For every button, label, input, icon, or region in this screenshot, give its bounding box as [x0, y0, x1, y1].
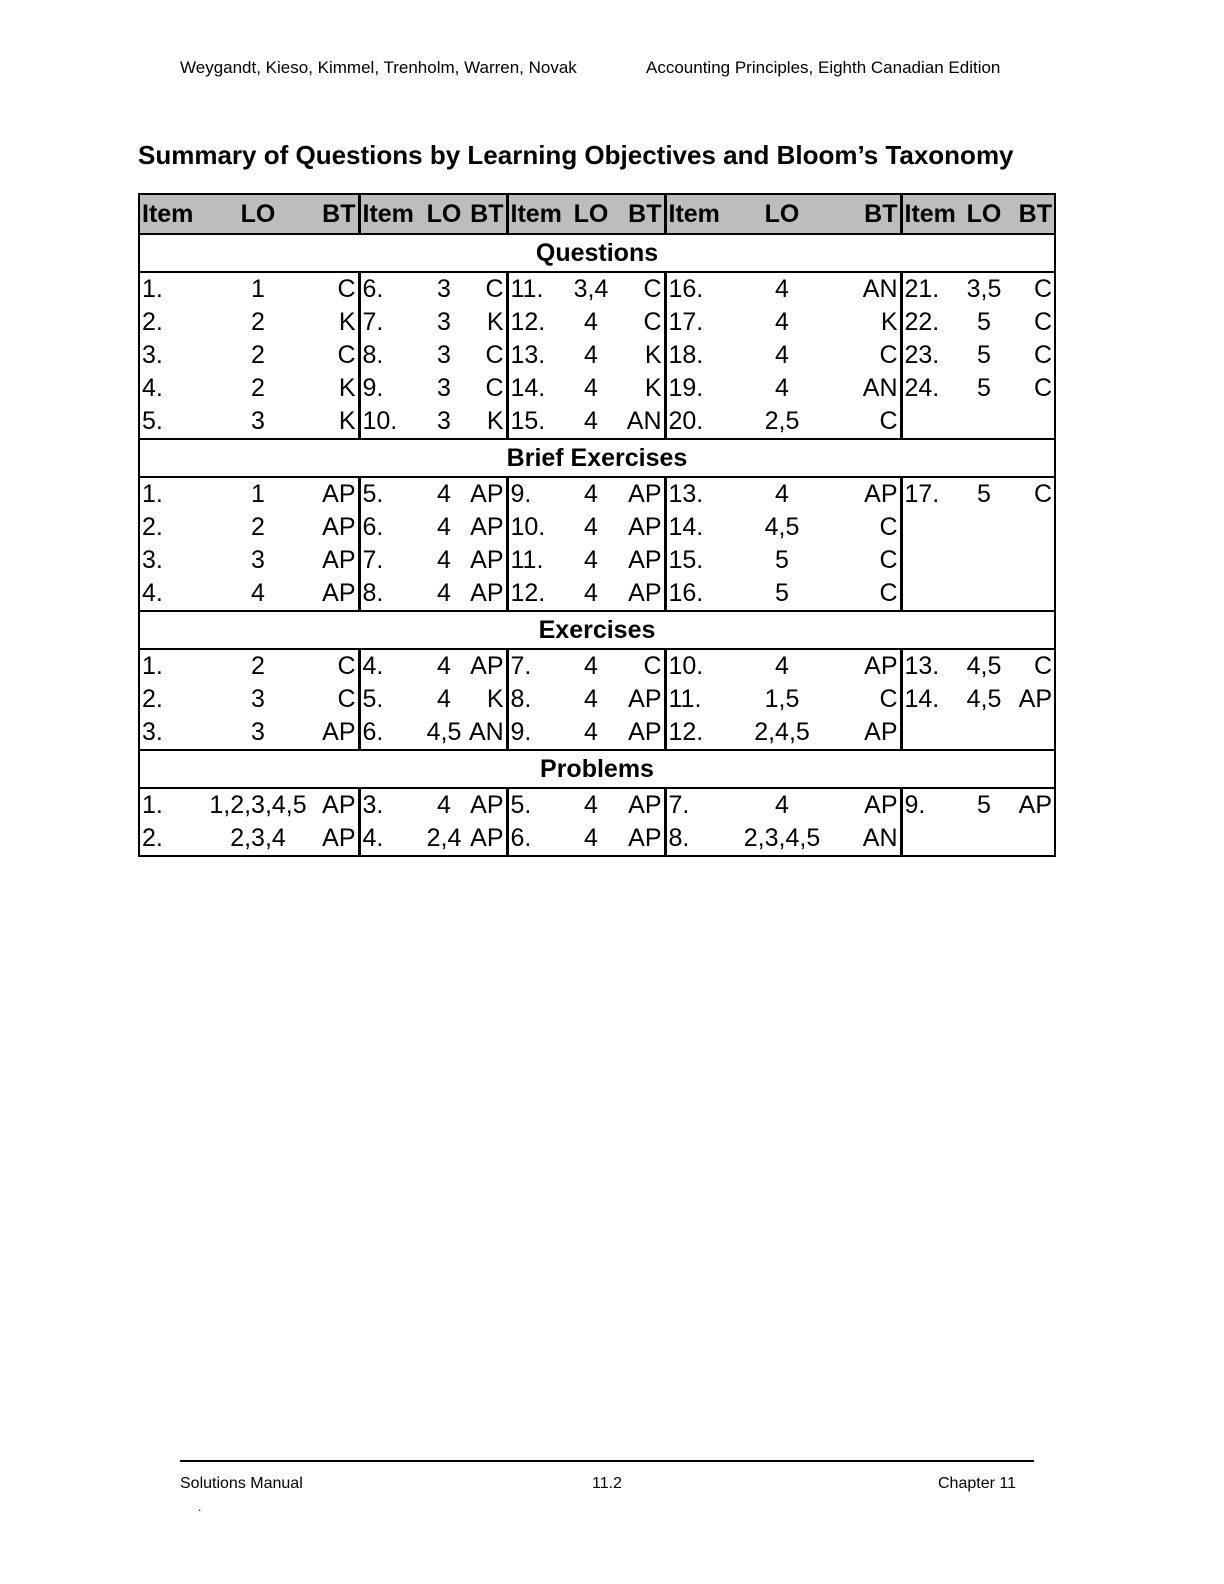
cell-bt: AP	[831, 716, 901, 750]
cell-bt	[1005, 577, 1055, 611]
cell-lo: 5	[977, 374, 991, 402]
header-authors: Weygandt, Kieso, Kimmel, Trenholm, Warren, Novak	[180, 58, 577, 77]
cell-lo: 4	[584, 579, 598, 607]
cell-item: 9.	[510, 480, 532, 508]
cell-lo: 3	[437, 374, 451, 402]
cell-bt: AP	[1018, 791, 1052, 819]
cell-item: 11.	[510, 546, 544, 574]
cell-bt: C	[309, 272, 359, 306]
cell-lo: 4	[584, 513, 598, 541]
table-row	[139, 822, 1055, 856]
cell-bt: K	[831, 306, 901, 339]
cell-bt: C	[831, 544, 901, 577]
cell-item: 8.	[668, 824, 690, 852]
cell-lo: 4	[775, 341, 789, 369]
cell-item: 5.	[362, 685, 384, 713]
cell-item: 5.	[362, 480, 384, 508]
cell-bt: AN	[831, 272, 901, 306]
section-title: Problems	[139, 750, 1055, 788]
column-header-item: Item	[665, 194, 733, 234]
cell-item: 20.	[668, 407, 704, 435]
cell-bt: AP	[831, 477, 901, 511]
cell-lo: 4	[251, 579, 265, 607]
cell-item: 5.	[510, 791, 532, 819]
section-header-row	[139, 439, 1055, 477]
cell-lo: 4	[437, 685, 451, 713]
cell-bt: K	[309, 306, 359, 339]
cell-item: 18.	[668, 341, 704, 369]
summary-table	[138, 193, 1056, 857]
cell-bt: AP	[309, 822, 359, 856]
cell-item: 23.	[904, 341, 940, 369]
cell-lo: 3	[437, 275, 451, 303]
cell-item: 12.	[510, 308, 546, 336]
cell-bt: K	[467, 405, 507, 439]
cell-lo: 3	[437, 407, 451, 435]
cell-bt: C	[831, 577, 901, 611]
cell-bt: C	[1033, 480, 1052, 508]
cell-lo: 1	[251, 480, 265, 508]
cell-lo	[963, 511, 1005, 544]
cell-bt: AP	[309, 477, 359, 511]
cell-item: 13.	[904, 652, 940, 680]
cell-item: 16.	[668, 579, 704, 607]
cell-lo: 4	[437, 652, 451, 680]
cell-bt: AN	[613, 405, 665, 439]
section-header-row	[139, 750, 1055, 788]
column-header-bt: BT	[613, 194, 665, 234]
cell-item	[901, 405, 963, 439]
cell-bt: K	[309, 405, 359, 439]
cell-lo: 2,4,5	[754, 718, 810, 746]
cell-bt: C	[831, 683, 901, 716]
cell-item: 7.	[510, 652, 532, 680]
cell-lo: 4	[584, 480, 598, 508]
cell-bt: C	[831, 511, 901, 544]
cell-item: 15.	[510, 407, 546, 435]
table-row	[139, 683, 1055, 716]
cell-lo: 3	[437, 341, 451, 369]
cell-lo	[963, 716, 1005, 750]
footer-page-number: 11.2	[592, 1475, 622, 1492]
cell-item	[901, 544, 963, 577]
table-row	[139, 649, 1055, 683]
cell-item: 14.	[904, 685, 940, 713]
footer-manual: Solutions Manual	[180, 1475, 303, 1492]
cell-item: 9.	[510, 718, 532, 746]
cell-item: 1.	[142, 652, 163, 680]
cell-bt: AP	[467, 649, 507, 683]
cell-lo: 3,4	[573, 275, 609, 303]
cell-item: 2.	[142, 685, 163, 713]
cell-item: 17.	[668, 308, 704, 336]
cell-lo: 1,2,3,4,5	[209, 791, 307, 819]
cell-lo: 4	[584, 824, 598, 852]
cell-item	[901, 577, 963, 611]
cell-item: 13.	[510, 341, 546, 369]
cell-lo: 4	[437, 480, 451, 508]
cell-item	[901, 822, 963, 856]
cell-lo: 5	[775, 546, 789, 574]
cell-lo: 4	[584, 791, 598, 819]
cell-bt: AP	[831, 649, 901, 683]
cell-bt: AP	[613, 683, 665, 716]
cell-lo	[963, 822, 1005, 856]
cell-item: 10.	[510, 513, 546, 541]
section-title: Exercises	[139, 611, 1055, 649]
cell-item: 6.	[362, 718, 384, 746]
cell-lo: 4,5	[966, 652, 1002, 680]
cell-bt	[1005, 511, 1055, 544]
cell-bt: C	[467, 339, 507, 372]
cell-bt	[1005, 716, 1055, 750]
cell-bt: AN	[831, 372, 901, 405]
cell-item: 2.	[142, 513, 163, 541]
cell-item	[901, 511, 963, 544]
cell-item: 11.	[510, 275, 544, 303]
cell-item: 16.	[668, 275, 704, 303]
cell-lo: 3	[437, 308, 451, 336]
cell-item: 8.	[510, 685, 532, 713]
column-header-bt: BT	[309, 194, 359, 234]
cell-bt	[1005, 822, 1055, 856]
cell-lo: 4,5	[426, 718, 462, 746]
cell-item: 12.	[510, 579, 546, 607]
cell-bt: AP	[467, 822, 507, 856]
table-row	[139, 405, 1055, 439]
cell-lo: 4	[437, 791, 451, 819]
cell-bt: K	[309, 372, 359, 405]
cell-lo: 4	[584, 341, 598, 369]
cell-bt: K	[613, 372, 665, 405]
footer-mark: .	[198, 1500, 202, 1514]
cell-bt: C	[1033, 374, 1052, 402]
footer-chapter: Chapter 11	[938, 1475, 1016, 1492]
cell-lo: 1	[251, 275, 265, 303]
cell-item: 8.	[362, 341, 384, 369]
cell-item: 17.	[904, 480, 940, 508]
cell-lo: 4	[775, 308, 789, 336]
cell-bt: K	[467, 306, 507, 339]
cell-item: 1.	[142, 791, 163, 819]
table-row	[139, 544, 1055, 577]
footer-divider	[180, 1460, 1034, 1462]
cell-item: 2.	[142, 824, 163, 852]
cell-lo: 5	[775, 579, 789, 607]
column-header-lo: LO	[733, 194, 831, 234]
cell-bt: AP	[613, 511, 665, 544]
cell-lo: 2,4	[426, 824, 462, 852]
cell-lo: 3	[251, 718, 265, 746]
cell-lo: 4	[437, 513, 451, 541]
cell-bt: C	[1033, 308, 1052, 336]
cell-bt: AP	[613, 822, 665, 856]
cell-lo: 4	[584, 685, 598, 713]
cell-item: 7.	[362, 308, 384, 336]
cell-lo: 4,5	[764, 513, 800, 541]
cell-lo: 4	[775, 275, 789, 303]
cell-item: 7.	[362, 546, 384, 574]
cell-lo: 2,5	[764, 407, 800, 435]
column-header-item: Item	[359, 194, 421, 234]
cell-bt: C	[309, 649, 359, 683]
column-header-lo: LO	[207, 194, 309, 234]
cell-bt: AP	[309, 544, 359, 577]
column-header-item: Item	[507, 194, 569, 234]
page-title: Summary of Questions by Learning Objectives and Bloom’s Taxonomy	[138, 140, 1014, 170]
cell-lo: 4	[584, 652, 598, 680]
cell-item: 8.	[362, 579, 384, 607]
cell-bt: AP	[309, 577, 359, 611]
cell-item: 1.	[142, 275, 163, 303]
cell-bt: C	[467, 272, 507, 306]
cell-lo: 2	[251, 308, 265, 336]
cell-bt: AP	[613, 544, 665, 577]
table-row	[139, 511, 1055, 544]
cell-bt: AP	[613, 716, 665, 750]
cell-lo: 5	[977, 341, 991, 369]
cell-item: 14.	[668, 513, 704, 541]
cell-item: 3.	[142, 546, 163, 574]
cell-lo: 2	[251, 341, 265, 369]
cell-lo	[963, 405, 1005, 439]
cell-item: 6.	[362, 513, 384, 541]
cell-lo: 2	[251, 374, 265, 402]
cell-lo: 5	[977, 791, 991, 819]
cell-item: 6.	[510, 824, 532, 852]
cell-lo: 3	[251, 407, 265, 435]
cell-item: 10.	[362, 407, 398, 435]
cell-lo: 2,3,4	[230, 824, 286, 852]
cell-bt: C	[613, 272, 665, 306]
cell-item: 10.	[668, 652, 704, 680]
cell-lo	[963, 577, 1005, 611]
cell-item: 21.	[904, 275, 940, 303]
cell-lo: 2,3,4,5	[743, 824, 821, 852]
cell-lo: 4	[584, 308, 598, 336]
cell-item: 9.	[362, 374, 384, 402]
cell-lo: 4	[775, 480, 789, 508]
cell-lo: 3	[251, 685, 265, 713]
cell-bt: C	[613, 649, 665, 683]
cell-item: 6.	[362, 275, 384, 303]
cell-bt: AP	[467, 788, 507, 822]
cell-bt	[1005, 405, 1055, 439]
table-row	[139, 577, 1055, 611]
cell-item: 4.	[142, 374, 163, 402]
cell-item: 3.	[142, 341, 163, 369]
column-header-bt: BT	[831, 194, 901, 234]
cell-lo: 4	[584, 546, 598, 574]
cell-item: 12.	[668, 718, 704, 746]
cell-lo: 4	[437, 579, 451, 607]
cell-bt: AP	[467, 511, 507, 544]
cell-bt: AP	[467, 577, 507, 611]
cell-item: 4.	[362, 824, 384, 852]
cell-bt: AP	[613, 477, 665, 511]
section-title: Brief Exercises	[139, 439, 1055, 477]
column-header-bt: BT	[467, 194, 507, 234]
cell-item: 7.	[668, 791, 690, 819]
cell-item: 15.	[668, 546, 704, 574]
cell-item	[901, 716, 963, 750]
cell-item: 19.	[668, 374, 704, 402]
cell-lo: 4	[584, 407, 598, 435]
cell-lo: 4	[437, 546, 451, 574]
table-row	[139, 477, 1055, 511]
cell-bt: K	[613, 339, 665, 372]
cell-item: 24.	[904, 374, 940, 402]
cell-lo: 4,5	[966, 685, 1002, 713]
column-header-bt: BT	[1005, 194, 1055, 234]
table-row	[139, 306, 1055, 339]
table-row	[139, 372, 1055, 405]
cell-lo: 4	[775, 791, 789, 819]
cell-item: 5.	[142, 407, 163, 435]
table-row	[139, 339, 1055, 372]
cell-lo: 4	[584, 374, 598, 402]
cell-lo: 4	[584, 718, 598, 746]
cell-bt: AP	[613, 788, 665, 822]
section-title: Questions	[139, 234, 1055, 272]
cell-bt: AP	[467, 544, 507, 577]
table-row	[139, 788, 1055, 822]
cell-bt: C	[1033, 652, 1052, 680]
cell-lo: 3,5	[966, 275, 1002, 303]
cell-item: 14.	[510, 374, 546, 402]
cell-bt: AP	[309, 716, 359, 750]
cell-bt: K	[467, 683, 507, 716]
cell-item: 3.	[142, 718, 163, 746]
cell-bt: C	[613, 306, 665, 339]
table-header	[139, 194, 1055, 234]
cell-lo: 4	[775, 374, 789, 402]
cell-bt: AP	[309, 788, 359, 822]
column-header-item: Item	[901, 194, 963, 234]
cell-bt: AN	[467, 716, 507, 750]
column-header-lo: LO	[963, 194, 1005, 234]
cell-item: 13.	[668, 480, 704, 508]
cell-lo: 1,5	[764, 685, 800, 713]
cell-lo: 2	[251, 513, 265, 541]
cell-item: 4.	[362, 652, 384, 680]
cell-bt: AP	[467, 477, 507, 511]
cell-lo: 4	[775, 652, 789, 680]
cell-bt: C	[1033, 341, 1052, 369]
cell-item: 4.	[142, 579, 163, 607]
cell-bt: AP	[1018, 685, 1052, 713]
cell-item: 3.	[362, 791, 384, 819]
cell-bt: AP	[831, 788, 901, 822]
cell-item: 11.	[668, 685, 702, 713]
cell-lo: 5	[977, 480, 991, 508]
cell-item: 9.	[904, 791, 926, 819]
cell-bt: C	[309, 683, 359, 716]
table-row	[139, 272, 1055, 306]
cell-bt: C	[467, 372, 507, 405]
cell-lo: 2	[251, 652, 265, 680]
cell-item: 2.	[142, 308, 163, 336]
column-header-lo: LO	[569, 194, 613, 234]
section-header-row	[139, 611, 1055, 649]
column-header-item: Item	[139, 194, 207, 234]
cell-bt	[1005, 544, 1055, 577]
cell-bt: C	[831, 405, 901, 439]
table-row	[139, 716, 1055, 750]
cell-lo: 3	[251, 546, 265, 574]
column-header-lo: LO	[421, 194, 467, 234]
cell-item: 1.	[142, 480, 163, 508]
cell-bt: AP	[613, 577, 665, 611]
cell-bt: C	[309, 339, 359, 372]
cell-lo: 5	[977, 308, 991, 336]
cell-bt: C	[831, 339, 901, 372]
cell-item: 22.	[904, 308, 940, 336]
cell-bt: AN	[831, 822, 901, 856]
cell-lo	[963, 544, 1005, 577]
header-book-title: Accounting Principles, Eighth Canadian Edition	[646, 58, 1001, 77]
cell-bt: C	[1033, 275, 1052, 303]
section-header-row	[139, 234, 1055, 272]
cell-bt: AP	[309, 511, 359, 544]
